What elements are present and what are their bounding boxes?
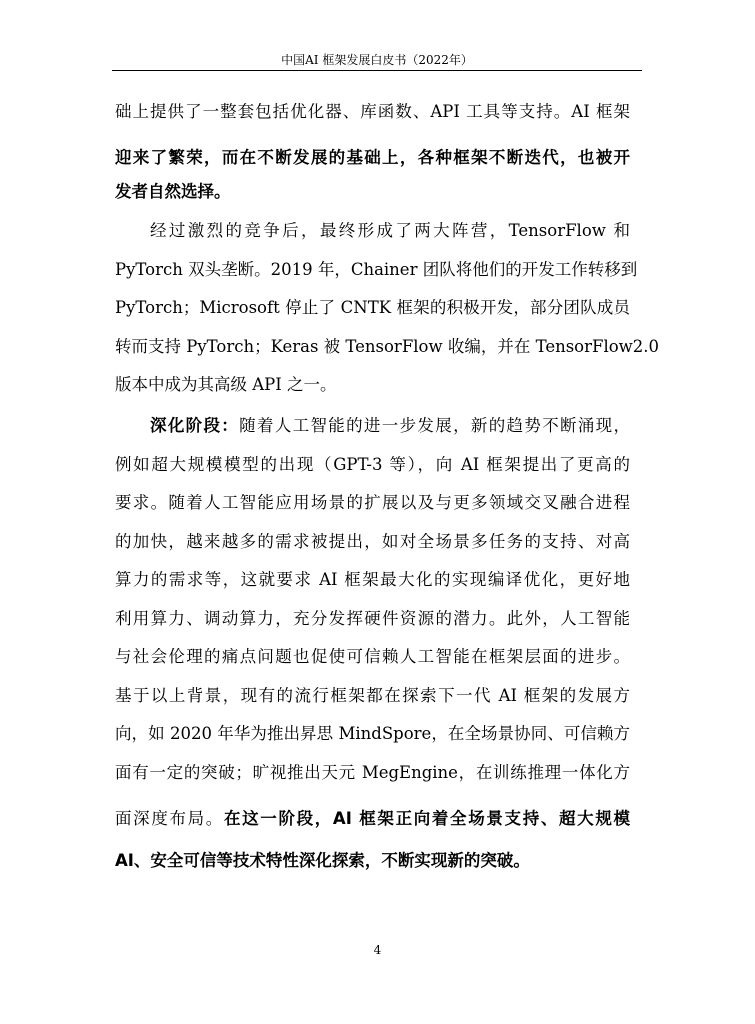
paragraph-3-line-4: 的加快，越来越多的需求被提出，如对全场景多任务的支持、对高 [115, 532, 630, 551]
paragraph-3-line-11-bold: 在这一阶段，AI 框架正向着全场景支持、超大规模 [223, 809, 631, 828]
paragraph-2-line-2: PyTorch 双头垄断。2019 年，Chainer 团队将他们的开发工作转移到 [115, 260, 638, 279]
paragraph-3-line-8: 基于以上背景，现有的流行框架都在探索下一代 AI 框架的发展方 [115, 686, 630, 705]
paragraph-1-line-2: 迎来了繁荣，而在不断发展的基础上，各种框架不断迭代，也被开 [115, 148, 630, 167]
paragraph-3-line-2: 例如超大规模模型的出现（GPT-3 等），向 AI 框架提出了更高的 [115, 455, 630, 474]
page-number: 4 [373, 943, 382, 957]
page-header-title: 中国AI 框架发展白皮书（2022年） [281, 53, 473, 67]
paragraph-3-line-6: 利用算力、调动算力，充分发挥硬件资源的潜力。此外，人工智能 [115, 609, 630, 628]
paragraph-2-line-3: PyTorch；Microsoft 停止了 CNTK 框架的积极开发，部分团队成员 [115, 298, 630, 317]
paragraph-3-line-11 [115, 807, 630, 831]
paragraph-2-line-5: 版本中成为其高级 API 之一。 [115, 375, 337, 394]
header-divider [112, 70, 642, 71]
paragraph-1-line-1: 础上提供了一整套包括优化器、库函数、API 工具等支持。AI 框架 [115, 102, 630, 121]
paragraph-3-line-9: 向，如 2020 年华为推出昇思 MindSpore，在全场景协同、可信赖方 [115, 724, 630, 743]
paragraph-3-line-10: 面有一定的突破；旷视推出天元 MegEngine，在训练推理一体化方 [115, 763, 630, 782]
paragraph-3-line-7: 与社会伦理的痛点问题也促使可信赖人工智能在框架层面的进步。 [115, 647, 630, 666]
paragraph-3-line-3: 要求。随着人工智能应用场景的扩展以及与更多领域交叉融合进程 [115, 493, 630, 512]
paragraph-3-line-5: 算力的需求等，这就要求 AI 框架最大化的实现编译优化，更好地 [115, 570, 630, 589]
paragraph-2-line-1: 经过激烈的竞争后，最终形成了两大阵营，TensorFlow 和 [150, 221, 630, 240]
paragraph-3-line-1 [150, 414, 630, 438]
paragraph-3-line-1-text: 随着人工智能的进一步发展，新的趋势不断涌现， [239, 416, 631, 435]
paragraph-1-line-3: 发者自然选择。 [115, 182, 231, 201]
paragraph-3-line-11-plain: 面深度布局。 [115, 809, 224, 828]
paragraph-2-line-4: 转而支持 PyTorch；Keras 被 TensorFlow 收编，并在 TensorFlow2.0 [115, 337, 660, 356]
paragraph-3-heading: 深化阶段： [150, 416, 240, 435]
paragraph-3-line-12: AI、安全可信等技术特性深化探索，不断实现新的突破。 [115, 851, 530, 870]
